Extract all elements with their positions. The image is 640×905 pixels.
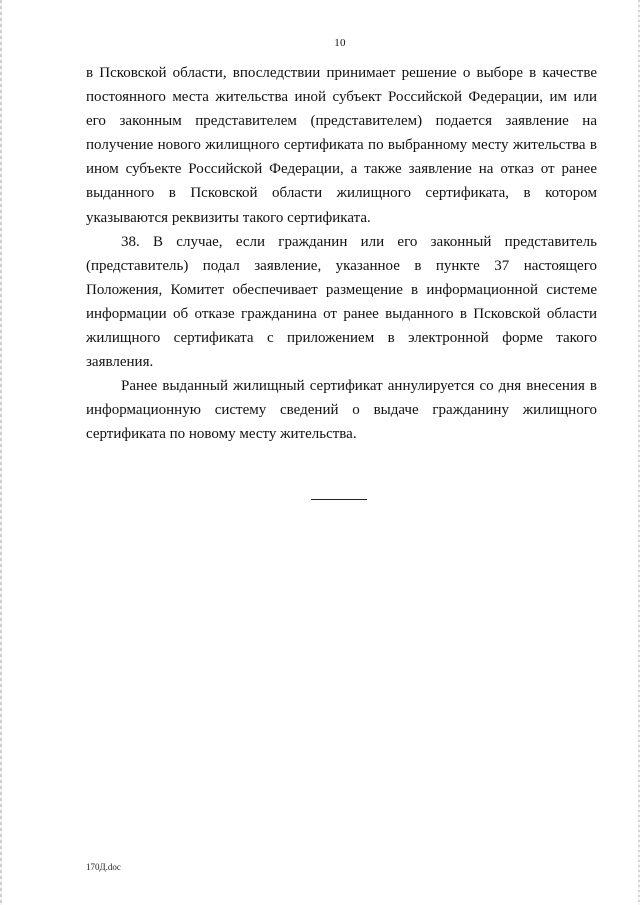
document-body (86, 61, 597, 447)
end-separator-line (311, 499, 367, 500)
paragraph-item-38: 38. В случае, если гражданин или его законный представитель (представитель) подал заявление, указанное в пункте 37 настоящего Положения, Комитет обеспечивает размещение в информационной системе информации об отказе гражданина от ранее выданного в Псковской области жилищного сертификата с приложением в электронной форме такого заявления. (86, 233, 597, 371)
paragraph-continuation: в Псковской области, впоследствии принимает решение о выборе в качестве постоянного места жительства иной субъект Российской Федерации, им или его законным представителем (представителем) подается заявление на получение нового жилищного сертификата по выбранному месту жительства в ином субъекте Российской Федерации, а также заявление на отказ от ранее выданного в Псковской области жилищного сертификата, в котором указываются реквизиты такого сертификата. (86, 65, 597, 226)
paragraph-certificate-annulment: Ранее выданный жилищный сертификат аннулируется со дня внесения в информационную систему сведений о выдаче гражданину жилищного сертификата по новому месту жительства. (86, 378, 597, 443)
footer-filename: 170Д.doc (86, 862, 121, 872)
scan-edge-left (0, 0, 2, 905)
page-number: 10 (334, 37, 346, 49)
